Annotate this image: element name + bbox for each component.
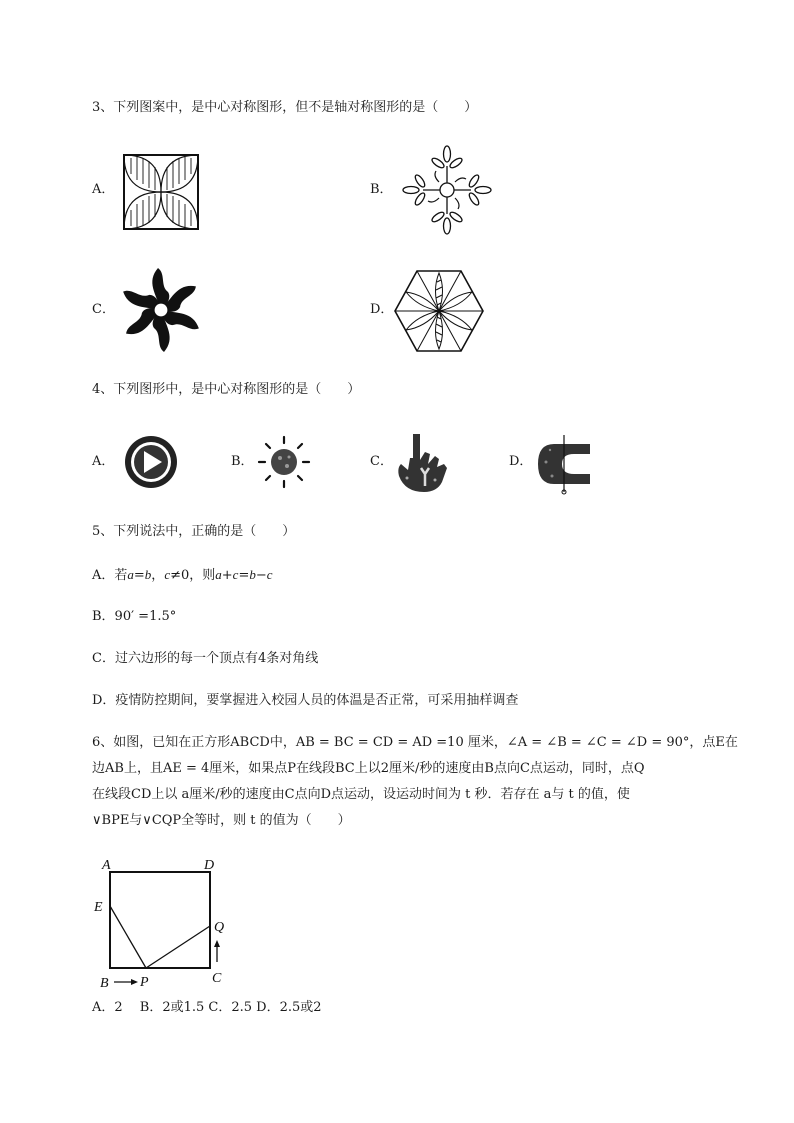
pinwheel-flower-pattern-icon <box>116 264 206 356</box>
hand-gesture-icon <box>393 430 453 494</box>
q3-label-a: A． <box>92 182 115 197</box>
vertex-a-label: A <box>102 858 111 873</box>
q5-option-a: A．若a=b，c≠0，则a+c=b−c <box>92 567 273 583</box>
q4-label-d: D． <box>509 454 533 469</box>
q3-label-c: C． <box>92 302 115 317</box>
q5-option-d: D．疫情防控期间，要掌握进入校园人员的体温是否正常，可采用抽样调查 <box>92 693 519 708</box>
q3-label-b: B． <box>370 182 393 197</box>
vertex-c-label: C <box>212 971 222 986</box>
q3-label-d: D． <box>370 302 394 317</box>
q5-stem: 5、下列说法中，正确的是（ ） <box>92 524 296 539</box>
q6-line-3: 在线段CD上以 a厘米/秒的速度由C点向D点运动，设运动时间为 t 秒．若存在 a与 t 的值，使 <box>92 787 630 802</box>
q4-label-c: C． <box>370 454 393 469</box>
q5-option-c: C．过六边形的每一个顶点有4条对角线 <box>92 651 319 666</box>
four-petal-square-pattern-icon <box>121 152 201 232</box>
hexagon-leaf-pattern-icon <box>392 268 486 354</box>
vertex-d-label: D <box>204 858 215 873</box>
q4-stem: 4、下列图形中，是中心对称图形的是（ ） <box>92 382 361 397</box>
point-q-label: Q <box>214 920 225 935</box>
q6-line-4: ∨BPE与∨CQP全等时，则 t 的值为（ ） <box>92 813 351 828</box>
point-e-label: E <box>94 900 103 915</box>
play-button-circle-icon <box>116 432 186 492</box>
sun-icon <box>256 434 312 490</box>
square-abcd-diagram <box>90 852 240 994</box>
q3-stem: 3、下列图案中，是中心对称图形，但不是轴对称图形的是（ ） <box>92 100 478 115</box>
q6-answer-options: A．2 B．2或1.5 C．2.5 D．2.5或2 <box>92 1000 322 1015</box>
cross-flower-pattern-icon <box>393 140 501 240</box>
q4-label-a: A． <box>92 454 115 469</box>
q6-line-1: 6、如图，已知在正方形ABCD中，AB = BC = CD = AD =10 厘米，∠A = ∠B = ∠C = ∠D = 90°，点E在 <box>92 735 738 750</box>
q6-line-2: 边AB上，且AE = 4厘米，如果点P在线段BC上以2厘米/秒的速度由B点向C点运动，同时，点Q <box>92 761 645 776</box>
q5-option-b: B．90′ =1.5° <box>92 609 177 624</box>
vertex-b-label: B <box>100 976 109 991</box>
letter-c-icon <box>532 432 596 496</box>
point-p-label: P <box>140 975 149 990</box>
q4-label-b: B． <box>231 454 254 469</box>
